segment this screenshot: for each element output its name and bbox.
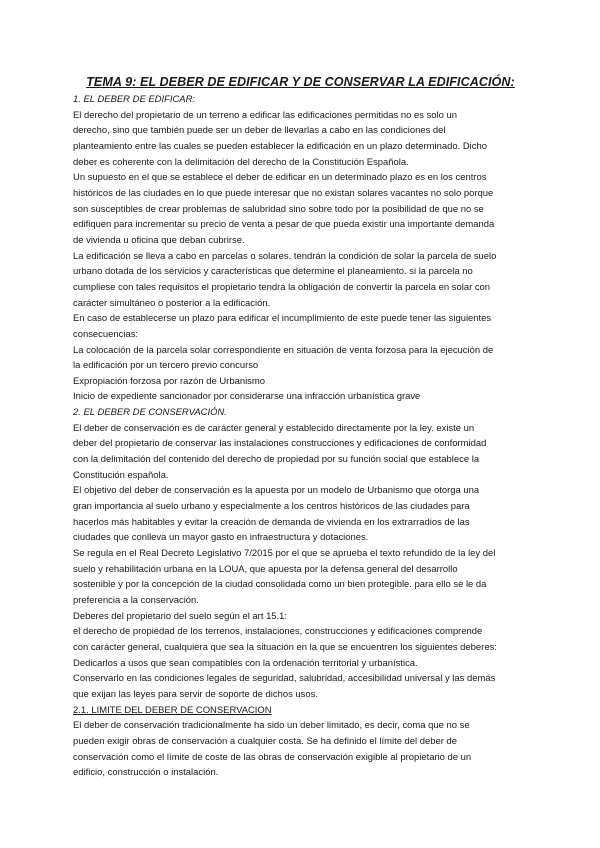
paragraph [73, 656, 528, 672]
text-line: el derecho de propiedad de los terrenos, instalaciones, construcciones y edificaciones comprende [73, 626, 483, 638]
text-line: que exijan las leyes para servir de soporte de dichos usos. [73, 688, 318, 700]
text-line: deber es coherente con la delimitación del derecho de la Constitución Española. [73, 156, 409, 168]
paragraph [73, 343, 528, 374]
text-line: son susceptibles de crear problemas de salubridad sino sobre todo por la posibilidad de que no se [73, 203, 484, 215]
paragraph [73, 170, 528, 248]
text-line: ciudades que conlleva un mayor gasto en infraestructura y dotaciones. [73, 532, 369, 544]
text-line: de vivienda u oficina que deban cubrirse. [73, 234, 245, 246]
text-line: preferencia a la conservación. [73, 595, 199, 606]
text-line: históricos de las ciudades en lo que puede interesar que no existan solares vacantes no solo porque [73, 187, 494, 199]
paragraph [73, 671, 528, 702]
text-line: gran importancia al suelo urbano y especialmente a los centros históricos de las ciudades para [73, 501, 470, 513]
text-line: La colocación de la parcela solar correspondiente en situación de venta forzosa para la ejecución de [73, 344, 494, 356]
text-line: El objetivo del deber de conservación es la apuesta por un modelo de Urbanismo que otorga una [73, 485, 480, 497]
text-line: El deber de conservación tradicionalmente ha sido un deber limitado, es decir, coma que no se [73, 720, 470, 732]
text-line: 2.1. LIMITE DEL DEBER DE CONSERVACION [73, 704, 272, 716]
text-line: planteamiento entre las cuales se pueden establecer la edificación en un plazo determinado. Dicho [73, 140, 487, 152]
text-line: carácter simultáneo o posterior a la edificación. [73, 297, 271, 309]
paragraph [73, 483, 528, 546]
text-line: pueden exigir obras de conservación a cualquier costa. Se ha definido el límite del deber de [73, 735, 458, 747]
paragraph [73, 311, 528, 342]
section-heading [73, 405, 528, 421]
text-line: deber del propietario de conservar las instalaciones construcciones y edificaciones de conformidad [73, 438, 487, 450]
text-line: La edificación se lleva a cabo en parcelas o solares. tendrán la condición de solar la parcela de suelo [73, 250, 497, 262]
paragraph [73, 421, 528, 484]
text-line: con la delimitación del contenido del derecho de propiedad por su función social que establece la [73, 454, 480, 466]
document-title: TEMA 9: EL DEBER DE EDIFICAR Y DE CONSERVAR LA EDIFICACIÓN: [86, 75, 515, 89]
text-line: con carácter general, cualquiera que sea la situación en la que se encuentren los siguientes deberes: [73, 641, 497, 653]
text-line: Constitución española. [73, 469, 169, 481]
text-line: El derecho del propietario de un terreno a edificar las edificaciones permitidas no es solo un [73, 109, 458, 121]
text-line: 2. EL DEBER DE CONSERVACIÓN. [73, 407, 227, 419]
text-line: conservación como el límite de coste de las obras de conservación exigible al propietario de un [73, 751, 472, 763]
section-heading [73, 92, 528, 108]
text-line: suelo y rehabilitación urbana en la LOUA, que apuesta por la defensa general del desarrollo [73, 563, 458, 575]
text-line: 1. EL DEBER DE EDIFICAR: [73, 94, 196, 105]
text-line: Deberes del propietario del suelo según el art 15.1: [73, 610, 288, 622]
text-line: Un supuesto en el que se establece el deber de edificar en un determinado plazo es en los centros [73, 172, 487, 184]
paragraph [73, 609, 528, 625]
text-line: hacerlos más habitables y evitar la creación de demanda de vivienda en los extrarradios de las [73, 516, 470, 528]
text-line: derecho, sino que también puede ser un deber de llevarlas a cabo en las condiciones del [73, 125, 446, 137]
text-line: Conservarlo en las condiciones legales de seguridad, salubridad, accesibilidad universal y las demás [73, 673, 496, 685]
text-line: Expropiación forzosa por razón de Urbanismo [73, 375, 265, 387]
text-line: En caso de establecerse un plazo para edificar el incumplimiento de este puede tener las siguientes [73, 313, 492, 325]
text-line: urbano dotada de los servicios y características que determine el planeamiento. si la parcela no [73, 266, 473, 278]
text-line: Se regula en el Real Decreto Legislativo 7/2015 por el que se aprueba el texto refundido de la ley del [73, 548, 496, 560]
text-line: la edificación por un tercero previo concurso [73, 360, 259, 372]
text-line: Dedicarlos a usos que sean compatibles con la ordenación territorial y urbanística. [73, 657, 418, 669]
text-line: edificio, construcción o instalación. [73, 767, 219, 779]
paragraph [73, 624, 528, 655]
paragraph [73, 374, 528, 390]
paragraph [73, 108, 528, 171]
document-body [73, 92, 528, 781]
paragraph [73, 249, 528, 312]
paragraph [73, 389, 528, 405]
text-line: El deber de conservación es de carácter general y establecido directamente por la ley. existe un [73, 422, 475, 434]
text-line: sostenible y por la concepción de la ciudad consolidada como un bien protegible. para ello se le da [73, 579, 487, 591]
paragraph [73, 546, 528, 609]
text-line: cumpliese con tales requisitos el propietario tendrá la obligación de convertir la parcela en solar con [73, 281, 491, 293]
text-line: Inicio de expediente sancionador por considerarse una infracción urbanística grave [73, 391, 421, 403]
paragraph [73, 718, 528, 781]
text-line: consecuencias: [73, 328, 139, 340]
subsection-heading [73, 703, 528, 719]
text-line: edifiquen para incrementar su precio de venta a pesar de que pueda existir una importante demanda [73, 219, 495, 231]
